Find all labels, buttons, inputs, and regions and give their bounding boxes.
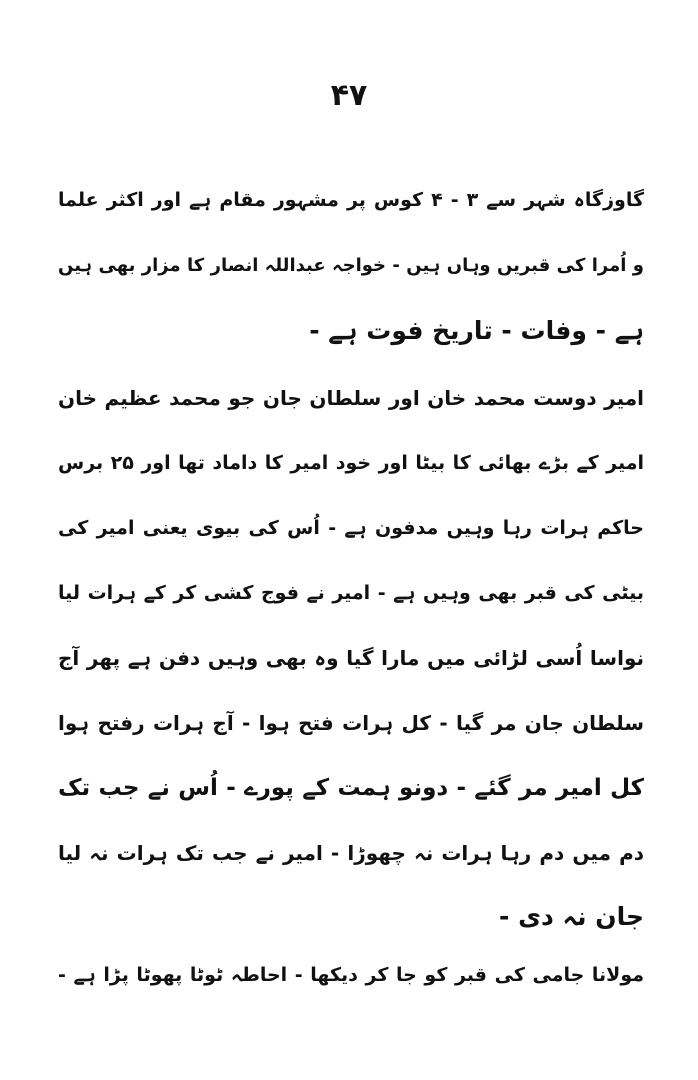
text-line-1: گاوزگاہ شہر سے ۳ - ۴ کوس پر مشہور مقام ہے اور اکثر علما <box>58 189 644 211</box>
text-line-4: امیر دوست محمد خان اور سلطان جان جو محمد عظیم خان <box>58 386 644 410</box>
page-number: ۴۷ <box>330 78 368 113</box>
text-line-10: کل امیر مر گئے - دونو ہمت کے پورے - اُس نے جب تک <box>58 775 644 801</box>
text-line-12: جان نہ دی - <box>498 902 644 931</box>
text-line-5: امیر کے بڑے بھائی کا بیٹا اور خود امیر کا داماد تھا اور ۲۵ برس <box>58 452 644 474</box>
text-line-11: دم میں دم رہا ہرات نہ چھوڑا - امیر نے جب تک ہرات نہ لیا <box>58 841 644 865</box>
text-line-8: نواسا اُسی لڑائی میں مارا گیا وہ بھی وہیں دفن ہے پھر آج <box>58 646 644 670</box>
text-line-9: سلطان جان مر گیا - کل ہرات فتح ہوا - آج ہرات رفتح ہوا <box>58 711 644 735</box>
text-line-2: و اُمرا کی قبریں وہاں ہیں - خواجہ عبداللہ انصار کا مزار بھی ہیں <box>58 255 644 276</box>
text-line-6: حاکم ہرات رہا وہیں مدفون ہے - اُس کی بیوی یعنی امیر کی <box>58 517 644 539</box>
text-line-3: ہے - وفات - تاریخ فوت ہے - <box>309 316 644 345</box>
text-line-7: بیٹی کی قبر بھی وہیں ہے - امیر نے فوج کشی کر کے ہرات لیا <box>58 582 644 604</box>
text-line-13: مولانا جامی کی قبر کو جا کر دیکھا - احاطہ ٹوٹا پھوٹا پڑا ہے - <box>58 964 644 986</box>
